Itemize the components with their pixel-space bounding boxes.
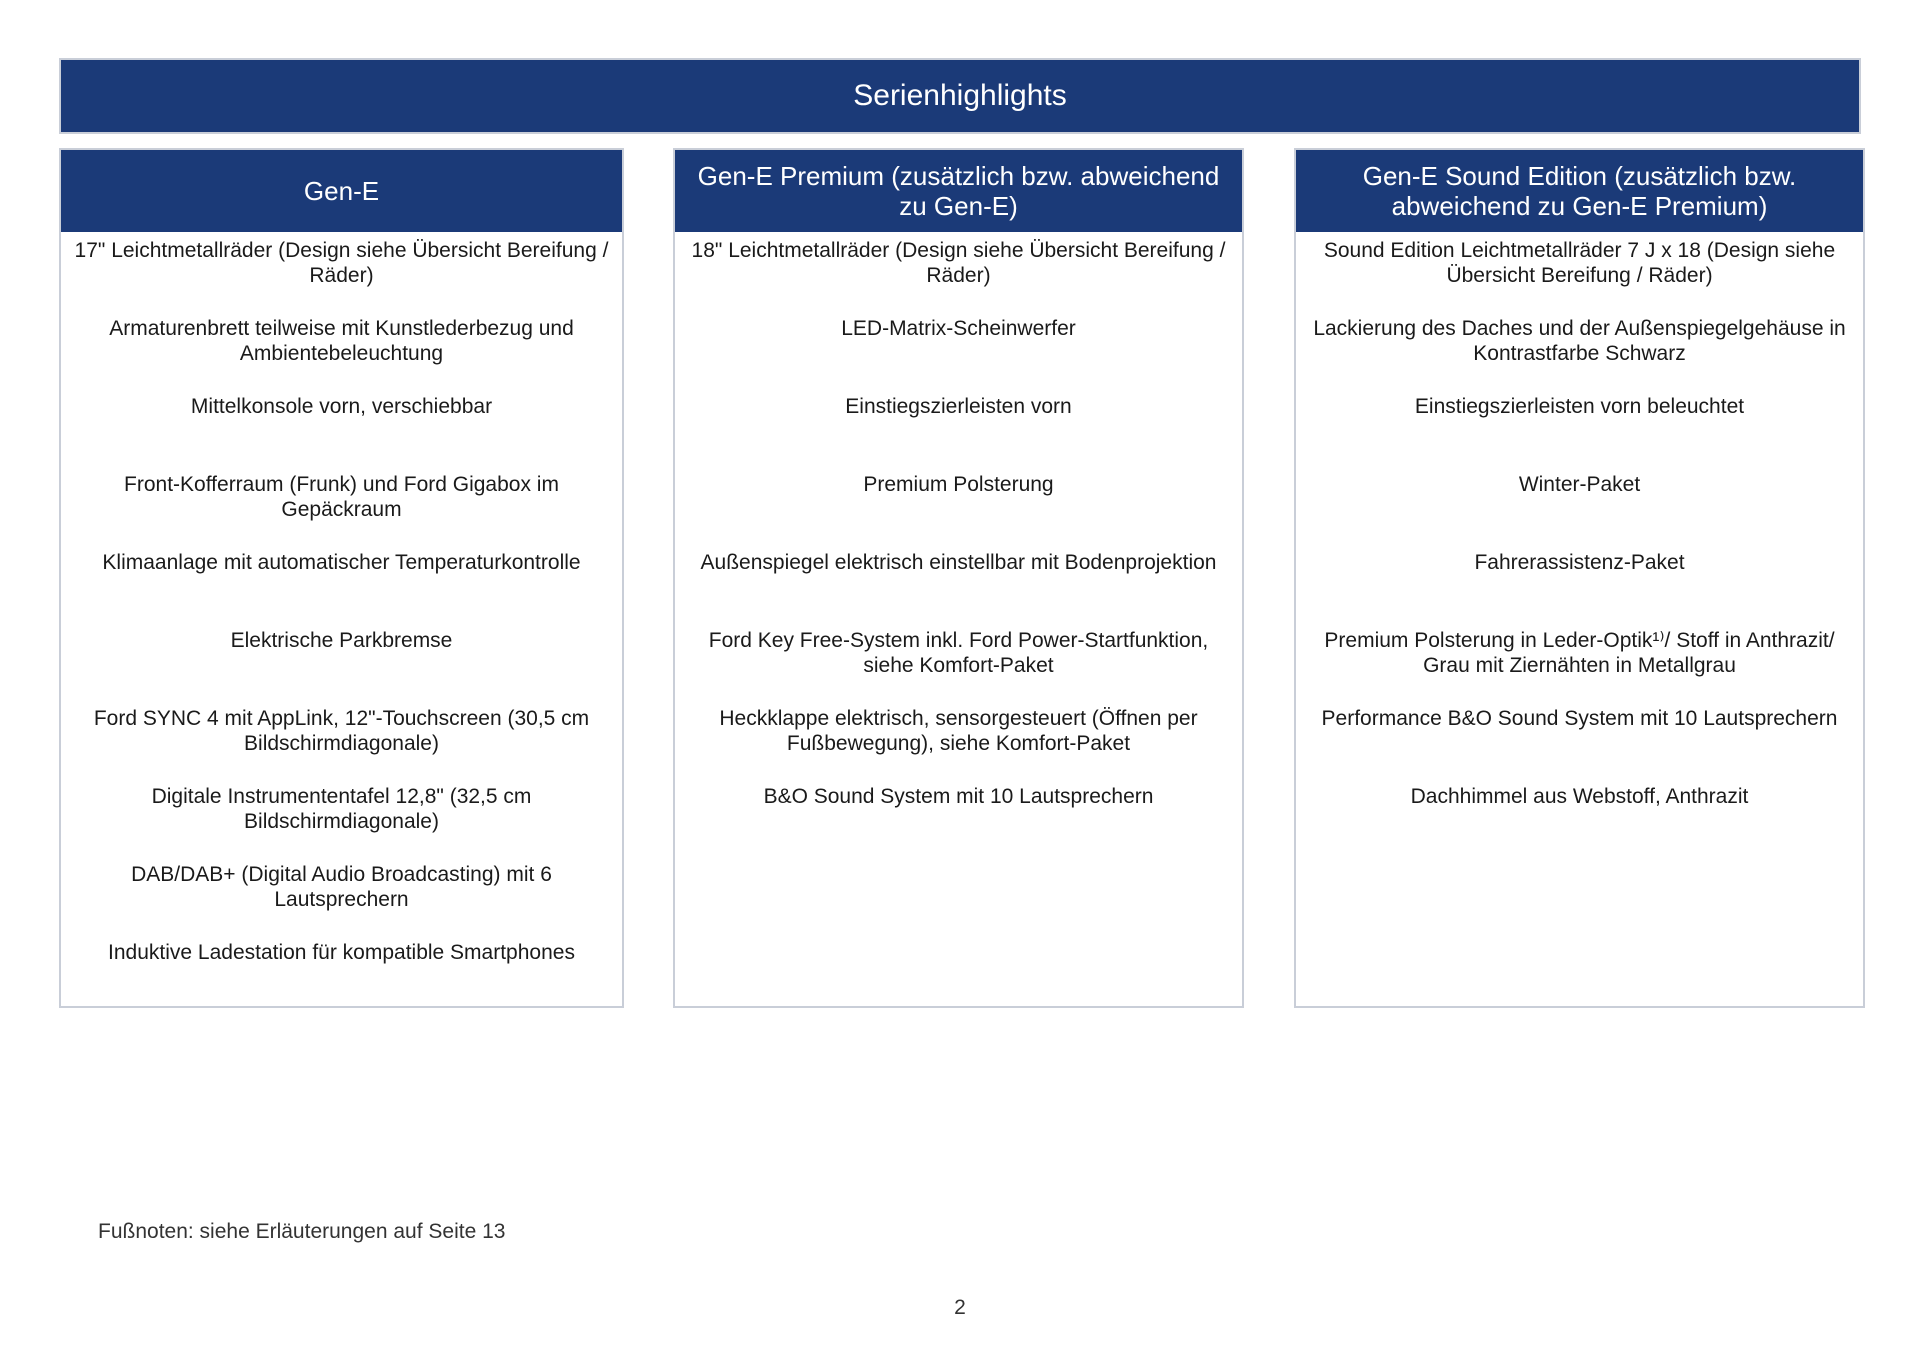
list-item: B&O Sound System mit 10 Lautsprechern xyxy=(763,785,1154,808)
column-gen-e-sound-edition xyxy=(1294,148,1865,1008)
list-item: Performance B&O Sound System mit 10 Lautsprechern xyxy=(1321,707,1838,730)
column-gen-e-premium xyxy=(673,148,1244,1008)
list-item: Front-Kofferraum (Frunk) und Ford Gigabox im Gepäckraum xyxy=(124,473,559,521)
list-item: Ford SYNC 4 mit AppLink, 12"-Touchscreen (30,5 cm Bildschirmdiagonale) xyxy=(93,707,590,755)
list-item: Sound Edition Leichtmetallräder 7 J x 18 (Design siehe Übersicht Bereifung / Räder) xyxy=(1323,239,1836,287)
banner-title: Serienhighlights xyxy=(853,79,1067,112)
list-item: Fahrerassistenz-Paket xyxy=(1474,551,1685,574)
list-item: Winter-Paket xyxy=(1518,473,1641,496)
list-item: Premium Polsterung xyxy=(863,473,1054,496)
list-item: Elektrische Parkbremse xyxy=(230,629,453,652)
list-item: Induktive Ladestation für kompatible Smartphones xyxy=(108,941,575,964)
list-item: Einstiegszierleisten vorn beleuchtet xyxy=(1414,395,1745,418)
list-item: Lackierung des Daches und der Außenspiegelgehäuse in Kontrastfarbe Schwarz xyxy=(1313,317,1846,365)
list-item: Dachhimmel aus Webstoff, Anthrazit xyxy=(1410,785,1749,808)
column-title: Gen-E Sound Edition (zusätzlich bzw. abweichend zu Gen-E Premium) xyxy=(1362,161,1797,221)
list-item: Außenspiegel elektrisch einstellbar mit Bodenprojektion xyxy=(700,551,1217,574)
list-item: Digitale Instrumententafel 12,8" (32,5 cm Bildschirmdiagonale) xyxy=(151,785,532,833)
list-item: Mittelkonsole vorn, verschiebbar xyxy=(190,395,493,418)
feature-list xyxy=(1296,232,1863,856)
list-item: Armaturenbrett teilweise mit Kunstlederbezug und Ambientebeleuchtung xyxy=(109,317,574,365)
column-header xyxy=(1296,150,1863,232)
column-header xyxy=(675,150,1242,232)
feature-list xyxy=(675,232,1242,856)
section-banner xyxy=(59,58,1861,134)
feature-list xyxy=(61,232,622,1012)
list-item: LED-Matrix-Scheinwerfer xyxy=(841,317,1076,340)
list-item: Einstiegszierleisten vorn xyxy=(845,395,1072,418)
list-item: 17" Leichtmetallräder (Design siehe Übersicht Bereifung / Räder) xyxy=(74,239,609,287)
list-item: Heckklappe elektrisch, sensorgesteuert (Öffnen per Fußbewegung), siehe Komfort-Paket xyxy=(719,707,1198,755)
list-item: DAB/DAB+ (Digital Audio Broadcasting) mit 6 Lautsprechern xyxy=(131,863,552,911)
list-item: Ford Key Free-System inkl. Ford Power-Startfunktion, siehe Komfort-Paket xyxy=(708,629,1209,677)
column-title: Gen-E Premium (zusätzlich bzw. abweichend zu Gen-E) xyxy=(697,161,1220,221)
column-header xyxy=(61,150,622,232)
list-item: 18" Leichtmetallräder (Design siehe Übersicht Bereifung / Räder) xyxy=(691,239,1226,287)
footnote: Fußnoten: siehe Erläuterungen auf Seite 13 xyxy=(98,1220,506,1243)
page-number: 2 xyxy=(954,1296,966,1319)
column-gen-e xyxy=(59,148,624,1008)
column-title: Gen-E xyxy=(303,176,380,206)
list-item: Premium Polsterung in Leder-Optik¹⁾/ Stoff in Anthrazit/ Grau mit Ziernähten in Metallgrau xyxy=(1324,629,1835,677)
list-item: Klimaanlage mit automatischer Temperaturkontrolle xyxy=(102,551,581,574)
